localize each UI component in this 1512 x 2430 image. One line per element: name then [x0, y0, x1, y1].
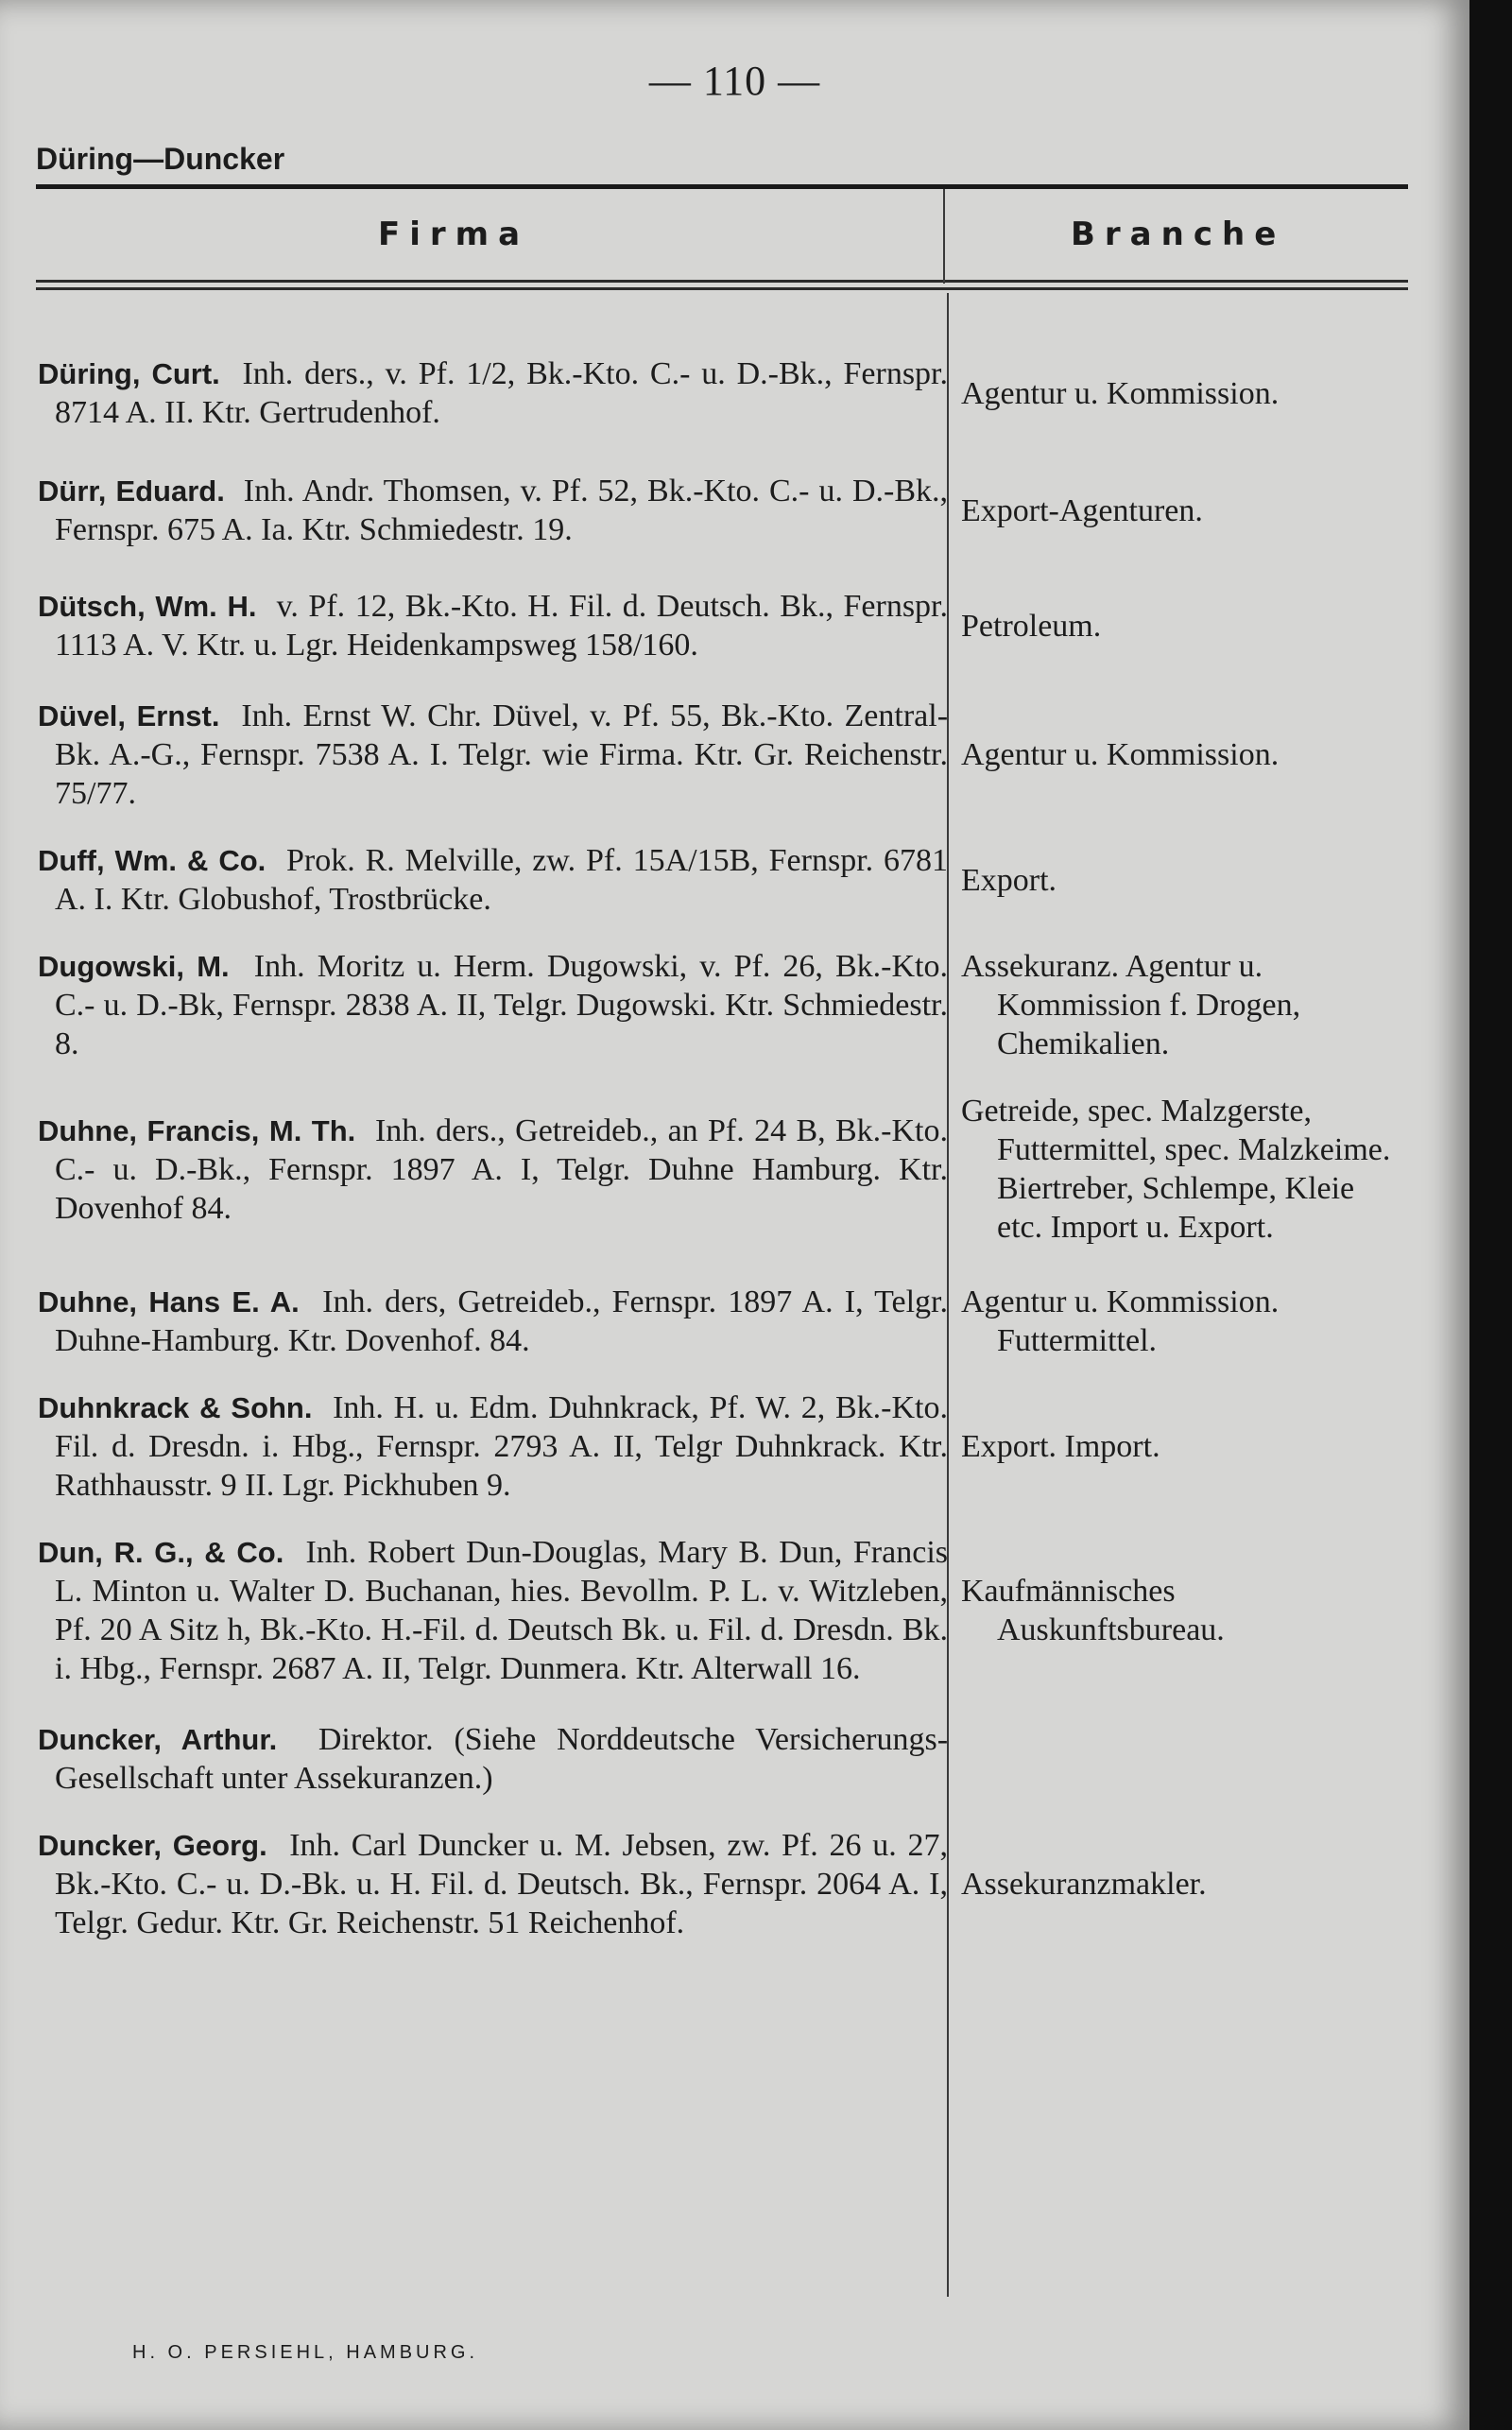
header-double-rule-bottom	[36, 287, 1408, 290]
entry-branche: Assekuranz. Agentur u. Kommission f. Drogen, Chemikalien.	[961, 949, 1301, 1061]
firm-name: Duncker, Georg.	[38, 1829, 267, 1862]
entry-firma	[38, 1826, 948, 1942]
firm-details: Inh. ders, Getreideb., Fernspr. 1897 A. I, Telgr. Duhne-Hamburg. Ktr. Dovenhof. 84.	[55, 1284, 948, 1358]
entry-branche: Export. Import.	[961, 1429, 1160, 1464]
directory-entry	[38, 472, 1413, 549]
firm-name: Dütsch, Wm. H.	[38, 590, 257, 623]
firm-details: Direktor. (Siehe Norddeutsche Versicherungs-Gesellschaft unter Assekuranzen.)	[55, 1722, 949, 1796]
entry-branche: Kaufmännisches Auskunftsbureau.	[961, 1574, 1225, 1647]
running-head: Düring—Duncker	[36, 142, 285, 176]
firm-details: Inh. H. u. Edm. Duhnkrack, Pf. W. 2, Bk.-Kto. Fil. d. Dresdn. i. Hbg., Fernspr. 2793 A. II, Telgr Duhnkrack. Ktr. Rathhausstr. 9 II. Lgr. Pickhuben 9.	[55, 1390, 949, 1503]
directory-entry	[38, 1388, 1413, 1505]
column-header-branche: Branche	[1071, 215, 1286, 253]
entry-branche: Export-Agenturen.	[961, 492, 1203, 528]
directory-entry	[38, 1826, 1413, 1942]
firm-details: Inh. Ernst W. Chr. Düvel, v. Pf. 55, Bk.-Kto. Zentral-Bk. A.-G., Fernspr. 7538 A. I. Telgr. wie Firma. Ktr. Gr. Reichenstr. 75/77.	[55, 698, 949, 811]
entry-firma	[38, 1388, 948, 1505]
entry-firma	[38, 1283, 948, 1360]
firm-details: Inh. Carl Duncker u. M. Jebsen, zw. Pf. 26 u. 27, Bk.-Kto. C.- u. D.-Bk. u. H. Fil. d. Deutsch. Bk., Fernspr. 2064 A. I, Telgr. Gedur. Ktr. Gr. Reichenstr. 51 Reichenhof.	[55, 1828, 949, 1940]
entry-firma	[38, 587, 948, 664]
firm-name: Duff, Wm. & Co.	[38, 844, 266, 877]
printer-imprint: H. O. PERSIEHL, HAMBURG.	[132, 2342, 479, 2363]
firm-details: Inh. ders., Getreideb., an Pf. 24 B, Bk.-Kto. C.- u. D.-Bk., Fernspr. 1897 A. I, Telgr. Duhne Hamburg. Ktr. Dovenhof 84.	[55, 1112, 948, 1226]
firm-name: Düring, Curt.	[38, 357, 220, 390]
entry-firma	[38, 1533, 948, 1688]
entry-branche: Assekuranzmakler.	[961, 1867, 1207, 1902]
directory-entry	[38, 1720, 1413, 1798]
firm-name: Duhne, Hans E. A.	[38, 1285, 300, 1318]
column-header-firma: Firma	[378, 215, 530, 253]
entry-branche: Getreide, spec. Malzgerste, Futtermittel, spec. Malzkeime. Biertreber, Schlempe, Kleie etc. Import u. Export.	[961, 1094, 1391, 1245]
firm-name: Duncker, Arthur.	[38, 1723, 278, 1756]
directory-entry	[38, 1283, 1413, 1360]
entry-firma	[38, 354, 948, 432]
entry-firma	[38, 1720, 948, 1798]
header-rule	[36, 184, 1408, 189]
firm-name: Dürr, Eduard.	[38, 474, 225, 508]
firm-details: Inh. Moritz u. Herm. Dugowski, v. Pf. 26, Bk.-Kto. C.- u. D.-Bk, Fernspr. 2838 A. II, Telgr. Dugowski. Ktr. Schmiedestr. 8.	[55, 949, 948, 1061]
entry-branche: Agentur u. Kommission.	[961, 737, 1280, 772]
page-number: — 110 —	[648, 58, 821, 104]
header-double-rule-top	[36, 280, 1408, 283]
firm-details: Prok. R. Melville, zw. Pf. 15A/15B, Fernspr. 6781 A. I. Ktr. Globushof, Trostbrücke.	[55, 843, 949, 917]
firm-name: Dugowski, M.	[38, 950, 230, 983]
firm-name: Duhnkrack & Sohn.	[38, 1391, 313, 1424]
entry-firma	[38, 697, 948, 813]
directory-entry	[38, 1533, 1413, 1688]
directory-entry	[38, 1092, 1413, 1247]
entry-branche: Petroleum.	[961, 608, 1102, 644]
firm-details: Inh. Andr. Thomsen, v. Pf. 52, Bk.-Kto. C.- u. D.-Bk., Fernspr. 675 A. Ia. Ktr. Schmiedestr. 19.	[55, 474, 948, 547]
firm-name: Düvel, Ernst.	[38, 699, 220, 732]
firm-name: Dun, R. G., & Co.	[38, 1536, 284, 1569]
entry-firma	[38, 841, 948, 919]
entry-firma	[38, 1112, 948, 1228]
entry-firma	[38, 472, 948, 549]
directory-entry	[38, 947, 1413, 1063]
directory-entry	[38, 587, 1413, 664]
entry-branche: Export.	[961, 862, 1057, 898]
entry-firma	[38, 947, 948, 1063]
firm-details: Inh. Robert Dun-Douglas, Mary B. Dun, Francis L. Minton u. Walter D. Buchanan, hies. Bevollm. P. L. v. Witzleben, Pf. 20 A Sitz h, Bk.-Kto. H.-Fil. d. Deutsch Bk. u. Fil. d. Dresdn. Bk. i. Hbg., Fernspr. 2687 A. II, Telgr. Dunmera. Ktr. Alterwall 16.	[55, 1535, 948, 1686]
entry-branche: Agentur u. Kommission.	[961, 375, 1280, 411]
directory-entry	[38, 354, 1413, 432]
directory-entry	[38, 697, 1413, 813]
firm-details: v. Pf. 12, Bk.-Kto. H. Fil. d. Deutsch. Bk., Fernspr. 1113 A. V. Ktr. u. Lgr. Heidenkampsweg 158/160.	[55, 589, 948, 663]
firm-details: Inh. ders., v. Pf. 1/2, Bk.-Kto. C.- u. D.-Bk., Fernspr. 8714 A. II. Ktr. Gertrudenhof.	[55, 356, 949, 430]
directory-entry	[38, 841, 1413, 919]
entry-branche: Agentur u. Kommission. Futtermittel.	[961, 1284, 1280, 1358]
firm-name: Duhne, Francis, M. Th.	[38, 1113, 356, 1147]
entry-list	[38, 326, 1413, 1942]
header-column-divider	[943, 189, 945, 284]
